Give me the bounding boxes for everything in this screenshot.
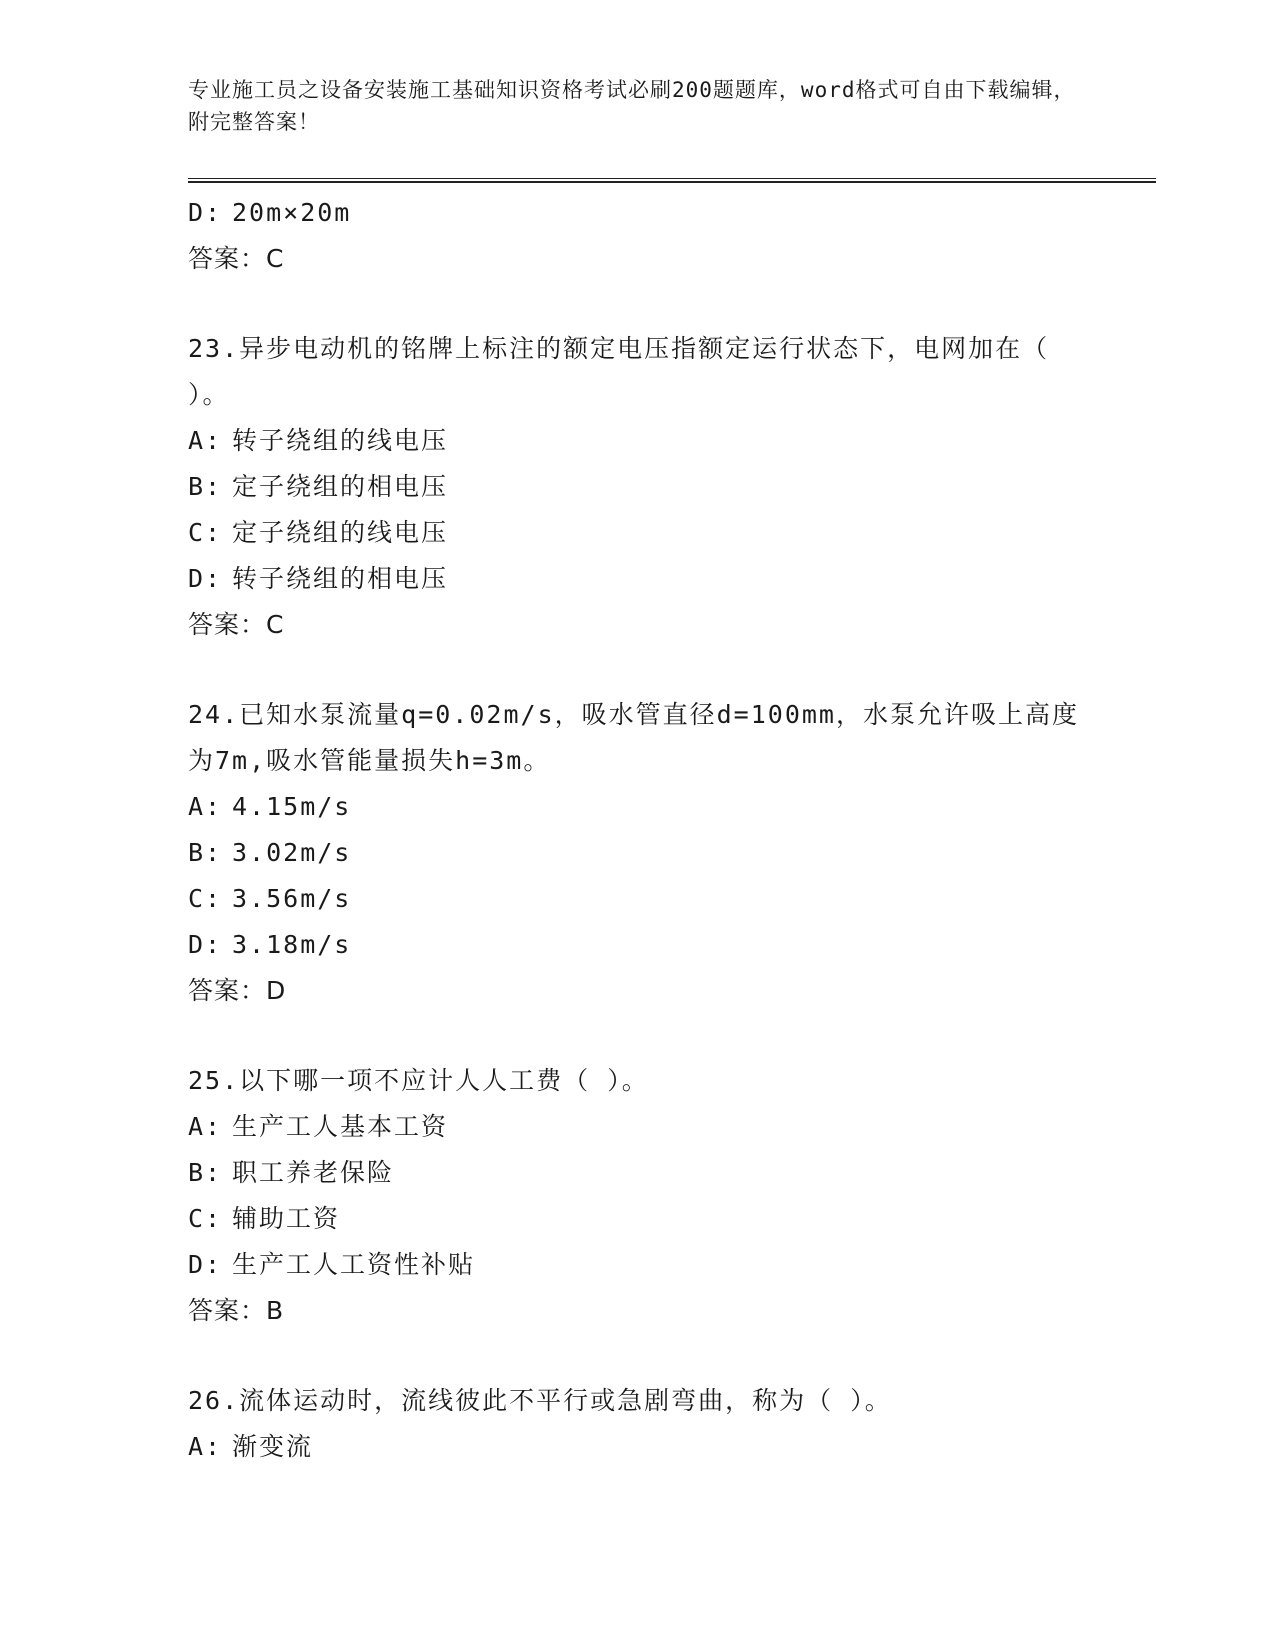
question-text: 26.流体运动时，流线彼此不平行或急剧弯曲，称为（ ）。: [188, 1386, 892, 1415]
option-d: D: 3.18m/s: [188, 930, 352, 959]
question-block: [188, 326, 1156, 648]
option-a: A: 4.15m/s: [188, 792, 352, 821]
question-block: [188, 1058, 1156, 1334]
answer-line: 答案：B: [188, 1296, 285, 1325]
option-c: C: 辅助工资: [188, 1204, 341, 1233]
option-b: B: 3.02m/s: [188, 838, 352, 867]
option-c: C: 3.56m/s: [188, 884, 352, 913]
document-title: 专业施工员之设备安装施工基础知识资格考试必刷200题题库，word格式可自由下载编辑，附完整答案！: [188, 78, 1076, 134]
document-header: [188, 74, 1088, 138]
option-d: D: 转子绕组的相电压: [188, 564, 449, 593]
option-d: D: 生产工人工资性补贴: [188, 1250, 476, 1279]
question-text: 24.已知水泵流量q=0.02m/s，吸水管直径d=100mm，水泵允许吸上高度为7m,吸水管能量损失h=3m。: [188, 700, 1079, 775]
answer-line: 答案：C: [188, 244, 285, 273]
answer-line: 答案：D: [188, 976, 287, 1005]
question-block: [188, 1378, 1156, 1470]
question-block: [188, 692, 1156, 1014]
question-text: 25.以下哪一项不应计人人工费（ ）。: [188, 1066, 649, 1095]
answer-line: 答案：C: [188, 610, 285, 639]
option-d: D: 20m×20m: [188, 198, 352, 227]
option-c: C: 定子绕组的线电压: [188, 518, 449, 547]
option-b: B: 定子绕组的相电压: [188, 472, 449, 501]
option-a: A: 生产工人基本工资: [188, 1112, 449, 1141]
question-list: [188, 190, 1156, 1470]
option-a: A: 渐变流: [188, 1432, 314, 1461]
question-text: 23.异步电动机的铭牌上标注的额定电压指额定运行状态下，电网加在（ ）。: [188, 334, 1050, 409]
header-divider: [188, 178, 1156, 183]
option-a: A: 转子绕组的线电压: [188, 426, 449, 455]
option-b: B: 职工养老保险: [188, 1158, 395, 1187]
